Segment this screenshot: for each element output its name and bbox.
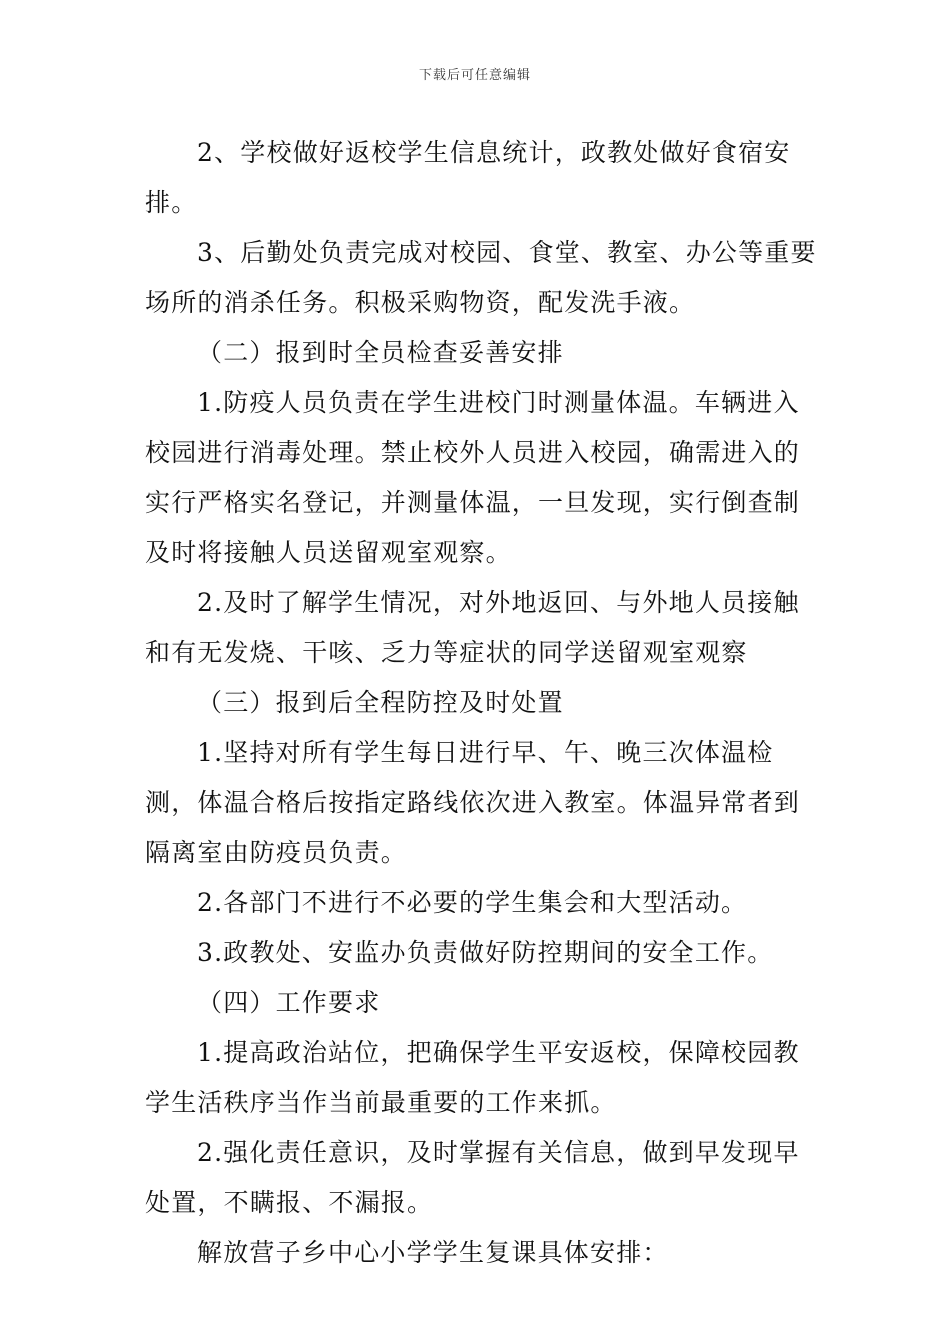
- paragraph-1: 2、学校做好返校学生信息统计，政教处做好食宿安排。: [145, 138, 791, 217]
- paragraph-4: 2.及时了解学生情况，对外地返回、与外地人员接触和有无发烧、干咳、乏力等症状的同学送留观室观察: [145, 588, 800, 667]
- paragraph-5: 1.坚持对所有学生每日进行早、午、晚三次体温检测，体温合格后按指定路线依次进入教室。体温异常者到隔离室由防疫员负责。: [145, 738, 801, 867]
- paragraph-6: 2.各部门不进行不必要的学生集会和大型活动。: [197, 888, 748, 917]
- download-note: 下载后可任意编辑: [418, 68, 531, 83]
- section-heading-2: （二）报到时全员检查妥善安排: [197, 338, 564, 367]
- paragraph-2: 3、后勤处负责完成对校园、食堂、教室、办公等重要场所的消杀任务。积极采购物资，配发洗手液。: [145, 238, 817, 317]
- paragraph-9: 2.强化责任意识，及时掌握有关信息，做到早发现早处置，不瞒报、不漏报。: [145, 1138, 800, 1217]
- paragraph-7: 3.政教处、安监办负责做好防控期间的安全工作。: [197, 938, 774, 967]
- paragraph-3: 1.防疫人员负责在学生进校门时测量体温。车辆进入校园进行消毒处理。禁止校外人员进入校园，确需进入的实行严格实名登记，并测量体温，一旦发现，实行倒查制及时将接触人员送留观室观察。: [145, 388, 801, 567]
- document-body: [145, 128, 825, 1278]
- section-heading-4: （四）工作要求: [197, 988, 381, 1017]
- paragraph-8: 1.提高政治站位，把确保学生平安返校，保障校园教学生活秩序当作当前最重要的工作来抓。: [145, 1038, 800, 1117]
- paragraph-10: 解放营子乡中心小学学生复课具体安排：: [197, 1238, 669, 1267]
- section-heading-3: （三）报到后全程防控及时处置: [197, 688, 564, 717]
